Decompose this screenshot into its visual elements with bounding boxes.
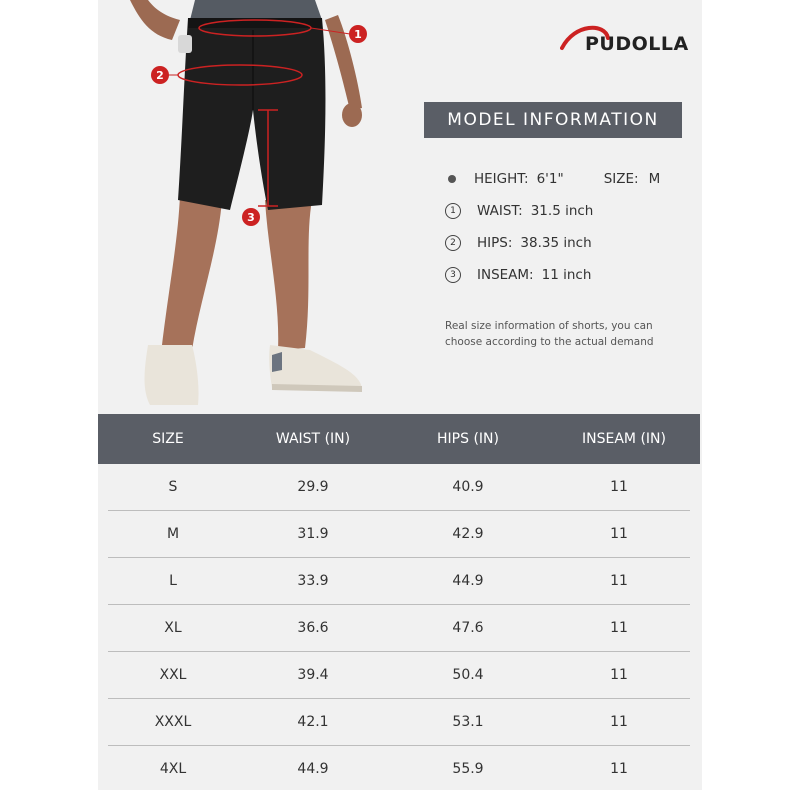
waist-row: [445, 203, 593, 219]
cell-hips: 50.4: [452, 667, 484, 683]
table-row: [108, 558, 690, 605]
table-row: [108, 699, 690, 746]
table-row: [108, 746, 690, 792]
brand-name: PUDOLLA: [585, 33, 689, 55]
height-label: HEIGHT:: [474, 171, 529, 187]
cell-inseam: 11: [610, 620, 628, 636]
header-waist: WAIST (IN): [275, 431, 351, 447]
cell-hips: 53.1: [452, 714, 484, 730]
header-hips: HIPS (IN): [437, 431, 499, 447]
hips-row: [445, 235, 592, 251]
cell-waist: 31.9: [297, 526, 329, 542]
cell-hips: 55.9: [452, 761, 484, 777]
cell-waist: 33.9: [297, 573, 329, 589]
circled-number-3: 3: [445, 267, 461, 283]
circled-number-2: 2: [445, 235, 461, 251]
cell-size: XL: [164, 620, 182, 636]
cell-inseam: 11: [610, 761, 628, 777]
inseam-value: 11 inch: [541, 267, 592, 283]
cell-waist: 29.9: [297, 479, 329, 495]
header-size: SIZE: [152, 431, 184, 447]
cell-size: XXL: [159, 667, 187, 683]
cell-hips: 42.9: [452, 526, 484, 542]
table-row: [108, 464, 690, 511]
height-value: 6'1": [536, 171, 564, 187]
waist-value: 31.5 inch: [530, 203, 594, 219]
cell-size: L: [169, 573, 177, 589]
cell-waist: 44.9: [297, 761, 329, 777]
model-info-title: MODEL INFORMATION: [424, 102, 682, 138]
inseam-label: INSEAM:: [477, 267, 534, 283]
table-header: [98, 414, 700, 464]
hips-label: HIPS:: [477, 235, 513, 251]
waist-label: WAIST:: [477, 203, 523, 219]
height-size-row: [445, 171, 660, 187]
header-inseam: INSEAM (IN): [582, 431, 666, 447]
size-table: [98, 414, 700, 792]
cell-hips: 40.9: [452, 479, 484, 495]
callout-1-badge: 1: [349, 25, 367, 43]
bullet-dot-icon: [448, 175, 456, 183]
cell-inseam: 11: [610, 667, 628, 683]
inseam-row: [445, 267, 591, 283]
size-value: M: [648, 171, 661, 187]
table-row: [108, 652, 690, 699]
hips-value: 38.35 inch: [520, 235, 592, 251]
cell-hips: 44.9: [452, 573, 484, 589]
cell-size: XXXL: [154, 714, 192, 730]
cell-inseam: 11: [610, 714, 628, 730]
cell-inseam: 11: [610, 573, 628, 589]
cell-size: S: [168, 479, 178, 495]
circled-number-1: 1: [445, 203, 461, 219]
table-row: [108, 511, 690, 558]
cell-size: M: [166, 526, 180, 542]
model-photo: [100, 0, 400, 410]
size-label: SIZE:: [603, 171, 639, 187]
cell-inseam: 11: [610, 479, 628, 495]
callout-2-badge: 2: [151, 66, 169, 84]
callout-3-badge: 3: [242, 208, 260, 226]
cell-hips: 47.6: [452, 620, 484, 636]
cell-waist: 39.4: [297, 667, 329, 683]
cell-size: 4XL: [159, 761, 187, 777]
size-note: Real size information of shorts, you can choose according to the actual demand: [445, 320, 654, 348]
cell-waist: 42.1: [297, 714, 329, 730]
table-row: [108, 605, 690, 652]
cell-waist: 36.6: [297, 620, 329, 636]
cell-inseam: 11: [610, 526, 628, 542]
